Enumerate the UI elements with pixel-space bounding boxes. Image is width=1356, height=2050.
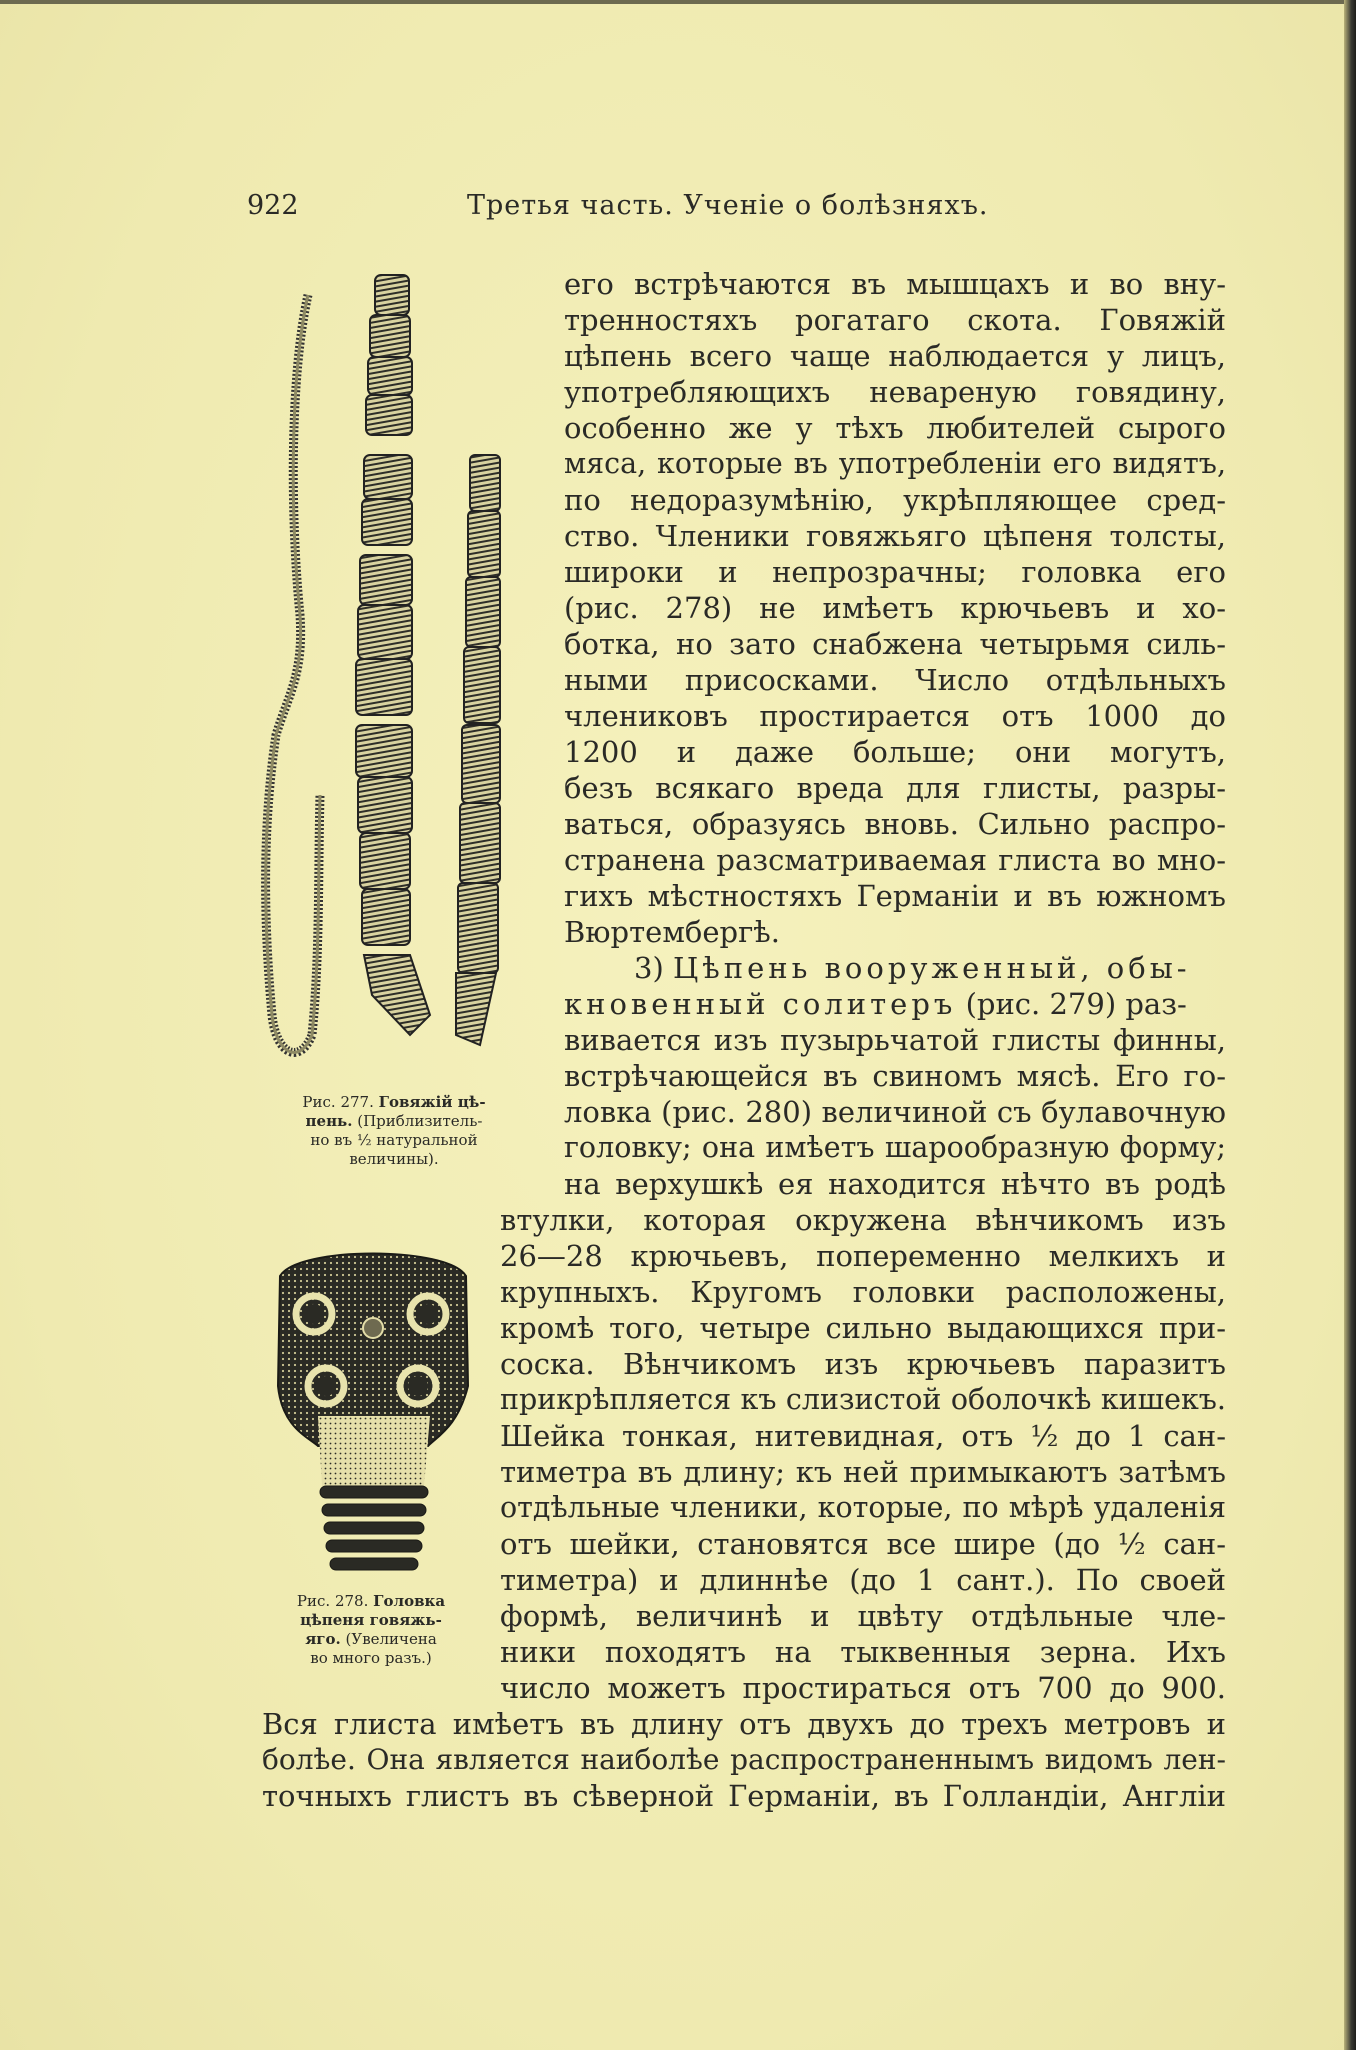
figure-277-desc-2: но въ ½ натуральной <box>310 1131 478 1149</box>
text-line: отдѣльные членики, которые, по мѣрѣ удаленія <box>500 1491 1226 1524</box>
text-line: мяса, которые въ употребленіи его видятъ, <box>564 447 1226 480</box>
text-line: тиметра) и длиннѣе (до 1 сант.). По своей <box>500 1563 1226 1597</box>
text-line: ботка, но зато снабжена четырьмя силь- <box>564 627 1226 661</box>
text-line: Шейка тонкая, нитевидная, отъ ½ до 1 сан- <box>500 1419 1226 1453</box>
section-3-term-2: кновенный солитеръ <box>564 987 957 1021</box>
text-line: болѣе. Она является наиболѣе распространеннымъ видомъ лен- <box>262 1743 1226 1776</box>
text-line: по недоразумѣнію, укрѣпляющее сред- <box>564 483 1226 517</box>
text-line: встрѣчающейся въ свиномъ мясѣ. Его го- <box>564 1059 1226 1093</box>
segments-column-right <box>456 455 500 1045</box>
text-line: ными присосками. Число отдѣльныхъ <box>564 663 1226 697</box>
figure-278-desc-1: (Увеличена <box>345 1630 437 1648</box>
figure-277-title: Говяжій цѣ- <box>378 1093 486 1111</box>
figure-277-title-2: пень. <box>305 1112 353 1130</box>
section-3-line-2-tail: (рис. 279) раз- <box>965 987 1187 1021</box>
text-line: ваться, образуясь вновь. Сильно распро- <box>564 807 1226 841</box>
figure-278-title-3: яго. <box>305 1630 341 1648</box>
figure-277-label: Рис. 277. <box>302 1093 374 1111</box>
text-line: 1200 и даже больше; они могутъ, <box>564 735 1226 769</box>
text-line: ники походятъ на тыквенныя зерна. Ихъ <box>500 1635 1226 1669</box>
figure-277-tapeworm <box>260 255 530 1075</box>
figure-277-caption <box>258 1093 530 1169</box>
section-3-number: 3) <box>634 951 664 985</box>
figure-277-desc-3: величины). <box>349 1150 439 1168</box>
figure-278-title: Головка <box>373 1592 446 1610</box>
text-line: соска. Вѣнчикомъ изъ крючьевъ паразитъ <box>500 1347 1226 1381</box>
text-line: (рис. 278) не имѣетъ крючьевъ и хо- <box>564 591 1226 625</box>
running-head <box>247 186 1247 226</box>
text-line: число можетъ простираться отъ 700 до 900. <box>500 1671 1226 1705</box>
text-line: его встрѣчаются въ мышцахъ и во вну- <box>564 267 1226 301</box>
text-line: члениковъ простирается отъ 1000 до <box>564 699 1226 733</box>
text-line: отъ шейки, становятся все шире (до ½ сан- <box>500 1527 1226 1561</box>
text-line: Вюртембергѣ. <box>564 915 780 949</box>
figure-278-desc-2: во много разъ.) <box>310 1649 432 1667</box>
segments-column-left <box>356 275 430 1035</box>
page-number: 922 <box>247 190 299 221</box>
text-line: цѣпень всего чаще наблюдается у лицъ, <box>564 339 1226 373</box>
section-3-term-1: Цѣпень вооруженный, обы- <box>672 951 1191 985</box>
text-line: кромѣ того, четыре сильно выдающихся при- <box>500 1311 1226 1345</box>
text-line: 26—28 крючьевъ, попеременно мелкихъ и <box>500 1239 1226 1273</box>
text-line: гихъ мѣстностяхъ Германіи и въ южномъ <box>564 879 1226 913</box>
section-3-line-2 <box>564 986 1226 1022</box>
section-3-heading-line <box>564 950 1226 986</box>
text-line: странена разсматриваемая глиста во мно- <box>564 843 1226 877</box>
figure-278-label: Рис. 278. <box>296 1592 369 1610</box>
text-line: особенно же у тѣхъ любителей сырого <box>564 411 1226 445</box>
text-line: тренностяхъ рогатаго скота. Говяжій <box>564 303 1226 337</box>
figure-278-tapeworm-head <box>268 1236 478 1576</box>
figure-277-desc-1: (Приблизитель- <box>357 1112 483 1130</box>
text-line: крупныхъ. Кругомъ головки расположены, <box>500 1275 1226 1309</box>
text-line: тиметра въ длину; къ ней примыкаютъ затѣмъ <box>500 1455 1226 1489</box>
text-line: употребляющихъ невареную говядину, <box>564 375 1226 409</box>
text-line: формѣ, величинѣ и цвѣту отдѣльные чле- <box>500 1599 1226 1633</box>
text-line: втулки, которая окружена вѣнчикомъ изъ <box>500 1203 1226 1237</box>
page-top-edge <box>0 0 1356 4</box>
text-line: ловка (рис. 280) величиной съ булавочную <box>564 1095 1226 1129</box>
text-line: широки и непрозрачны; головка его <box>564 555 1226 589</box>
text-line: ство. Членики говяжьяго цѣпеня толсты, <box>564 519 1226 553</box>
text-line: на верхушкѣ ея находится нѣчто въ родѣ <box>564 1167 1226 1201</box>
text-line: прикрѣпляется къ слизистой оболочкѣ кишекъ. <box>500 1383 1226 1416</box>
text-line: вивается изъ пузырьчатой глисты финны, <box>564 1023 1226 1057</box>
text-line: точныхъ глистъ въ сѣверной Германіи, въ Голландіи, Англіи <box>262 1779 1226 1813</box>
page-binding-edge <box>1344 0 1356 2050</box>
chapter-title: Третья часть. Ученіе о болѣзняхъ. <box>467 190 989 221</box>
text-line: безъ всякаго вреда для глисты, разры- <box>564 771 1226 805</box>
text-line: Вся глиста имѣетъ въ длину отъ двухъ до трехъ метровъ и <box>262 1707 1226 1741</box>
text-line: головку; она имѣетъ шарообразную форму; <box>564 1131 1226 1164</box>
figure-278-caption <box>262 1592 480 1668</box>
figure-278-title-2: цѣпеня говяжь- <box>300 1611 442 1629</box>
